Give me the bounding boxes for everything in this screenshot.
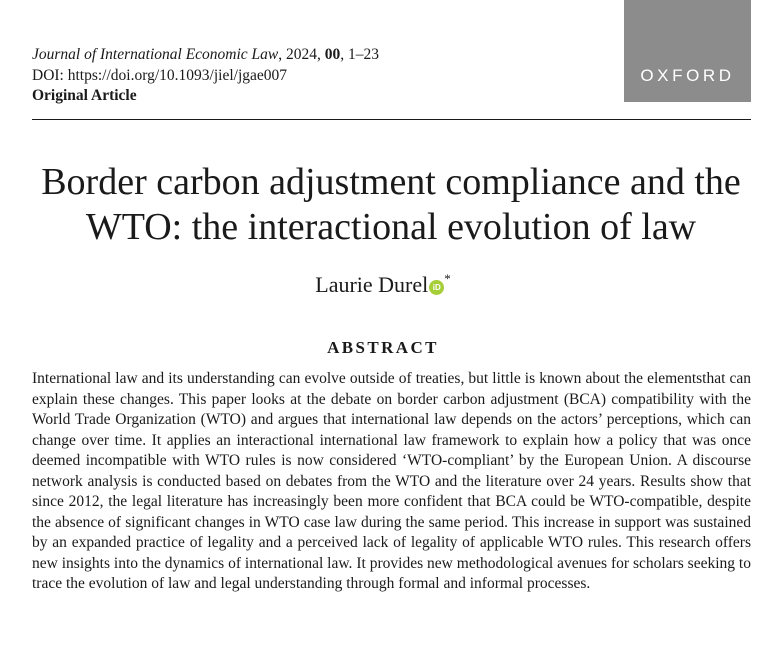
abstract-text: International law and its understanding can evolve outside of treaties, but little is known about the elementsthat can explain these changes. This paper looks at the debate on border carbon adjustment (BCA) compatibility with the World Trade Organization (WTO) and argues that international law depends on the actors’ perceptions, which can change over time. It applies an interactional international law framework to explain how a policy that was once deemed incompatible with WTO rules is now considered ‘WTO-compliant’ by the European Union. A discourse network analysis is conducted based on debates from the WTO and the literature over 24 years. Results show that since 2012, the legal literature has increasingly been more confident that BCA could be WTO-compatible, despite the absence of significant changes in WTO case law during the same period. This increase in support was sustained by an expanded practice of legality and a perceived lack of legality of applicable WTO rules. This research offers new insights into the dynamics of international law. It provides new methodological avenues for scholars seeking to trace the evolution of law and legal understanding through formal and informal processes. <box>32 370 751 592</box>
abstract-heading: ABSTRACT <box>327 338 439 357</box>
oxford-logo-text: OXFORD <box>640 66 735 85</box>
author-name[interactable]: Laurie Durel <box>315 272 429 297</box>
author-footnote-mark[interactable]: * <box>444 271 451 286</box>
volume-number: 00 <box>324 46 341 63</box>
article-title: Border carbon adjustment compliance and the WTO: the interactional evolution of law <box>41 161 741 248</box>
oxford-logo[interactable] <box>624 0 751 102</box>
header-divider <box>32 119 751 120</box>
journal-name[interactable]: Journal of International Economic Law <box>32 46 279 63</box>
article-type-label: Original Article <box>32 87 137 104</box>
article-header-meta <box>32 45 379 107</box>
page-range: , 1–23 <box>340 46 380 63</box>
citation-line <box>32 45 379 66</box>
orcid-icon[interactable]: iD <box>429 280 444 295</box>
doi-link[interactable]: DOI: https://doi.org/10.1093/jiel/jgae007 <box>32 66 288 84</box>
author-line <box>0 266 766 298</box>
year-text: , 2024, <box>278 46 325 63</box>
